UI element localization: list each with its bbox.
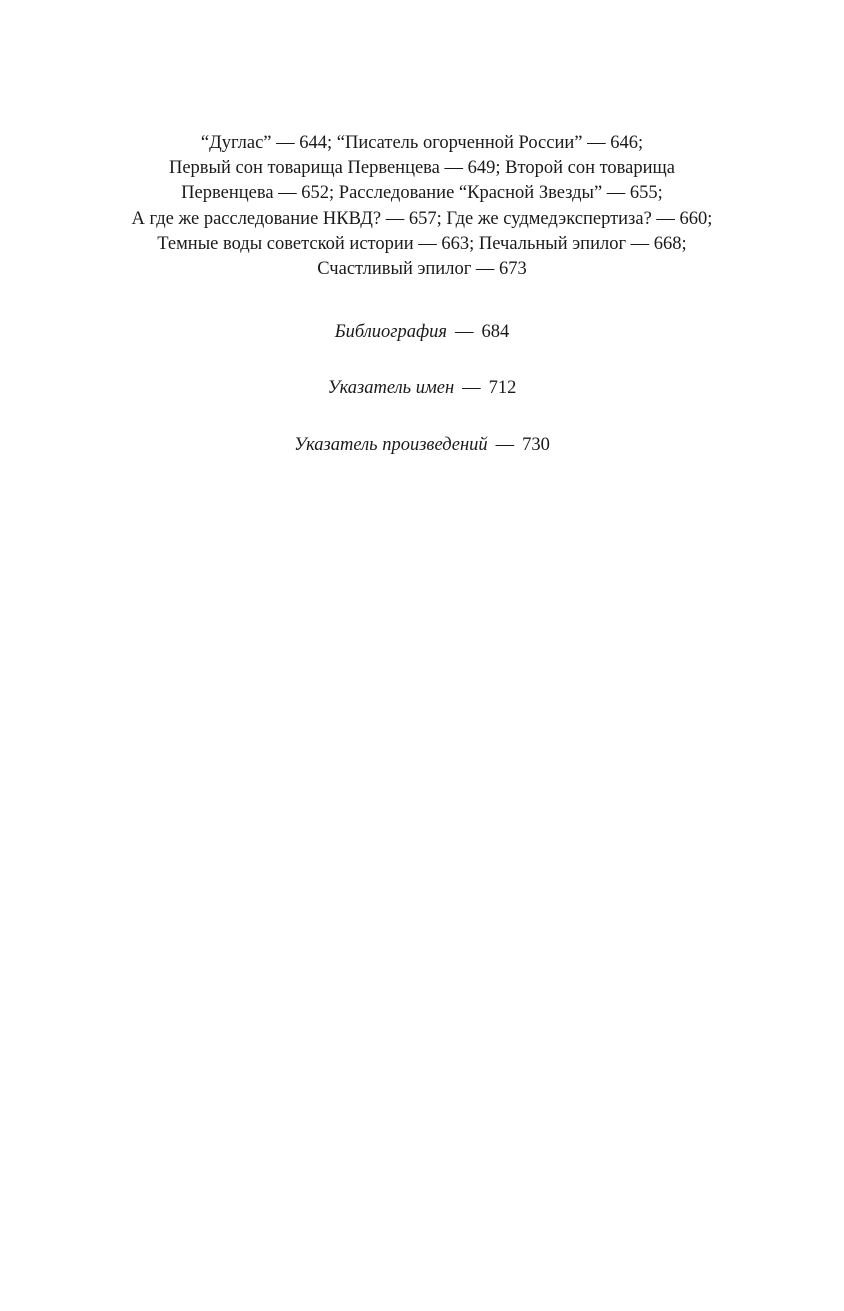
toc-line: Счастливый эпилог — 673: [317, 259, 527, 280]
toc-entry-title: Указатель имен: [327, 378, 455, 398]
toc-entry-dash: —: [462, 378, 481, 398]
toc-entry-bibliography: [0, 320, 844, 345]
toc-subsection-list: [0, 131, 844, 282]
toc-entry-page-number: 684: [481, 322, 510, 342]
toc-line: Первенцева — 652; Расследование “Красной Звезды” — 655;: [181, 183, 663, 204]
toc-entry-index-of-works: [0, 433, 844, 458]
toc-entry-page-number: 712: [488, 378, 517, 398]
toc-entry-title: Библиография: [334, 322, 448, 342]
toc-line: А где же расследование НКВД? — 657; Где же судмедэкспертиза? — 660;: [131, 208, 713, 229]
toc-entry-page-number: 730: [522, 435, 550, 455]
toc-line: Первый сон товарища Первенцева — 649; Второй сон товарища: [168, 158, 675, 179]
toc-entry-dash: —: [495, 435, 515, 455]
toc-line: “Дуглас” — 644; “Писатель огорченной России” — 646;: [200, 133, 644, 153]
toc-entry-index-of-names: [0, 376, 844, 401]
toc-entry-title: Указатель произведений: [294, 435, 488, 455]
toc-line: Темные воды советской истории — 663; Печальный эпилог — 668;: [157, 233, 687, 254]
toc-entry-dash: —: [455, 322, 474, 342]
